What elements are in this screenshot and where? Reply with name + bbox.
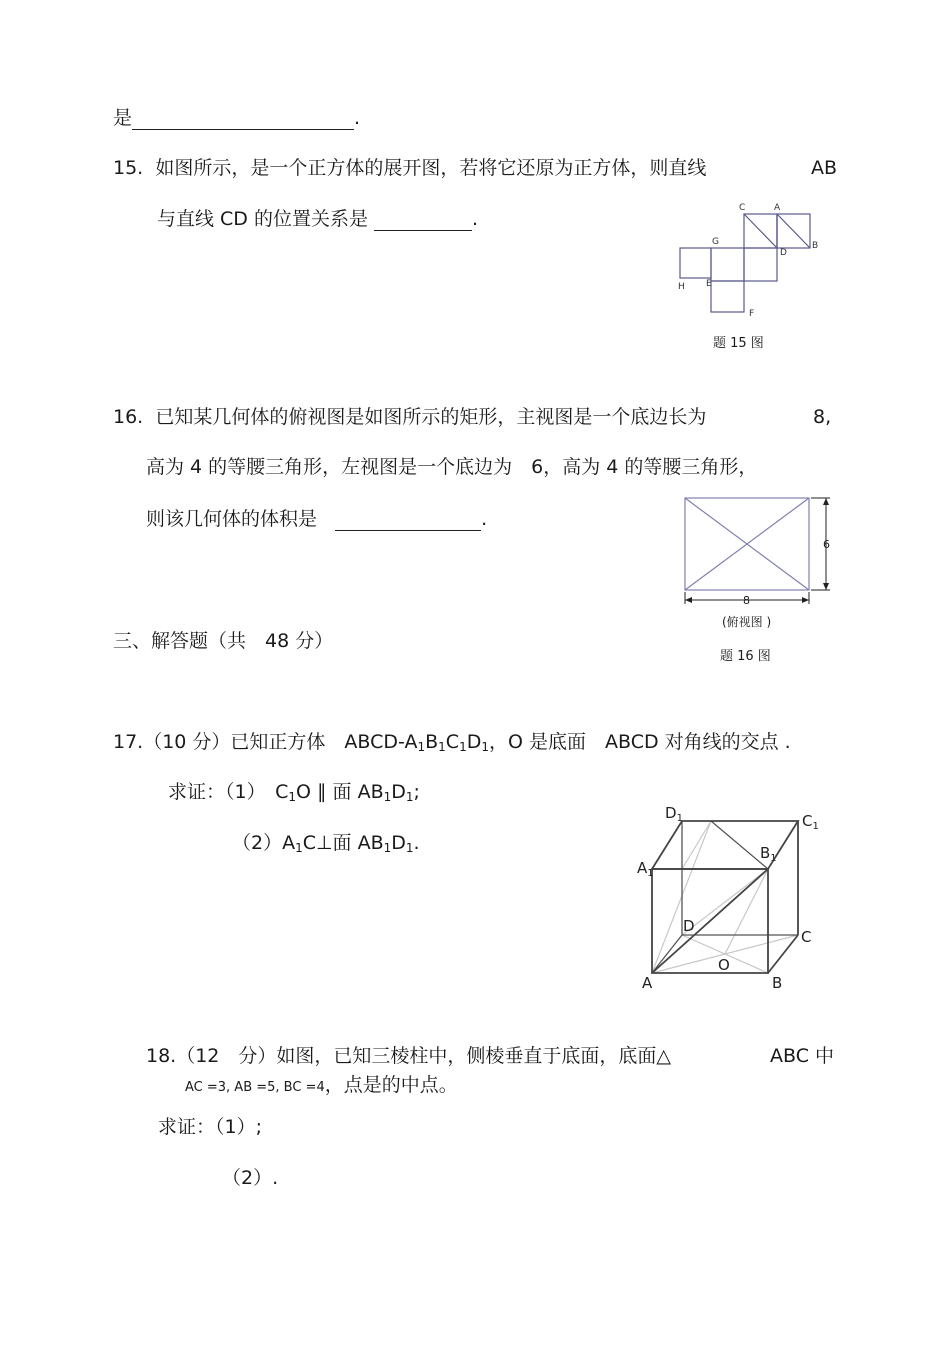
q16-line2: 高为 4 的等腰三角形，左视图是一个底边为 6，高为 4 的等腰三角形， <box>146 456 758 478</box>
arrow-head <box>823 583 829 590</box>
label-a: A <box>642 974 653 992</box>
answer-blank <box>374 210 472 231</box>
q18-conditions: AC =3, AB =5, BC =4，点是的中点。 <box>185 1074 458 1096</box>
q17-proof2: $(2)A_1C\perp$面 $AB_1D_1$. <box>232 832 420 855</box>
label-b1: $B_1$ <box>760 844 777 864</box>
q15-line1: 15. 如图所示，是一个正方体的展开图，若将它还原为正方体，则直线 <box>113 157 707 179</box>
top-view-label: (俯视图 ) <box>722 615 772 629</box>
answer-line-prev: 是 . <box>113 107 361 129</box>
line-ab <box>777 214 810 248</box>
cube-edge <box>768 935 798 973</box>
label-b: B <box>812 241 819 251</box>
line-cd <box>744 214 777 248</box>
label-b: B <box>772 974 783 992</box>
q18-abc: ABC 中 <box>770 1045 835 1067</box>
label-e: E <box>706 279 712 289</box>
section-title: 三、解答题（共 48 分） <box>113 630 334 652</box>
q16-eight: 8, <box>813 406 832 428</box>
q18-line1: 18.（12 分）如图，已知三棱柱中，侧棱垂直于底面，底面△ <box>146 1045 672 1067</box>
dim-label-8: 8 <box>743 594 750 607</box>
q16-caption: 题 16 图 <box>720 649 771 664</box>
net-square <box>680 248 711 278</box>
label-a: A <box>774 203 781 213</box>
cube-figure <box>630 800 830 1000</box>
q17-header: 17.（10 分）已知正方体 ABCD-$A_1B_1C_1D_1$，O 是底面 ABCD 对角线的交点 . <box>113 731 791 754</box>
net-square <box>711 281 744 312</box>
net-square <box>711 248 744 281</box>
q15-caption: 题 15 图 <box>713 336 764 351</box>
top-view-figure <box>680 492 840 607</box>
answer-blank <box>132 109 354 130</box>
label-f: F <box>749 309 755 319</box>
hidden-edge <box>682 869 768 935</box>
arrow-head <box>685 597 692 603</box>
q17-proof1: 求证：（1） $C_1O$ ∥ 面 $AB_1D_1$; <box>168 781 420 804</box>
label-c: C <box>801 928 812 946</box>
hidden-edge <box>725 869 768 954</box>
net-square <box>744 248 777 281</box>
arrow-head <box>823 498 829 505</box>
q16-line3: 则该几何体的体积是 . <box>146 508 488 530</box>
label-c: C <box>739 203 746 213</box>
cube-edge <box>652 935 682 973</box>
label-o: O <box>718 956 730 974</box>
q15-ab: AB <box>811 157 838 179</box>
label-d1: $D_1$ <box>665 804 683 824</box>
label-a1: $A_1$ <box>637 859 654 879</box>
q16-line1: 16. 已知某几何体的俯视图是如图所示的矩形，主视图是一个底边长为 <box>113 406 707 428</box>
answer-blank <box>335 510 481 531</box>
label-d: D <box>683 917 695 935</box>
label-h: H <box>678 282 685 292</box>
label-c1: $C_1$ <box>802 812 819 832</box>
label-g: G <box>712 237 719 247</box>
q15-line2: 与直线 CD 的位置关系是 . <box>157 208 479 230</box>
label-d: D <box>780 248 787 258</box>
q18-proof2: （2）. <box>222 1167 279 1189</box>
arrow-head <box>802 597 809 603</box>
cube-net-figure <box>670 200 830 325</box>
q18-proof1: 求证：（1）; <box>158 1116 262 1138</box>
dim-label-6: 6 <box>823 538 830 551</box>
hidden-edge <box>682 821 711 869</box>
